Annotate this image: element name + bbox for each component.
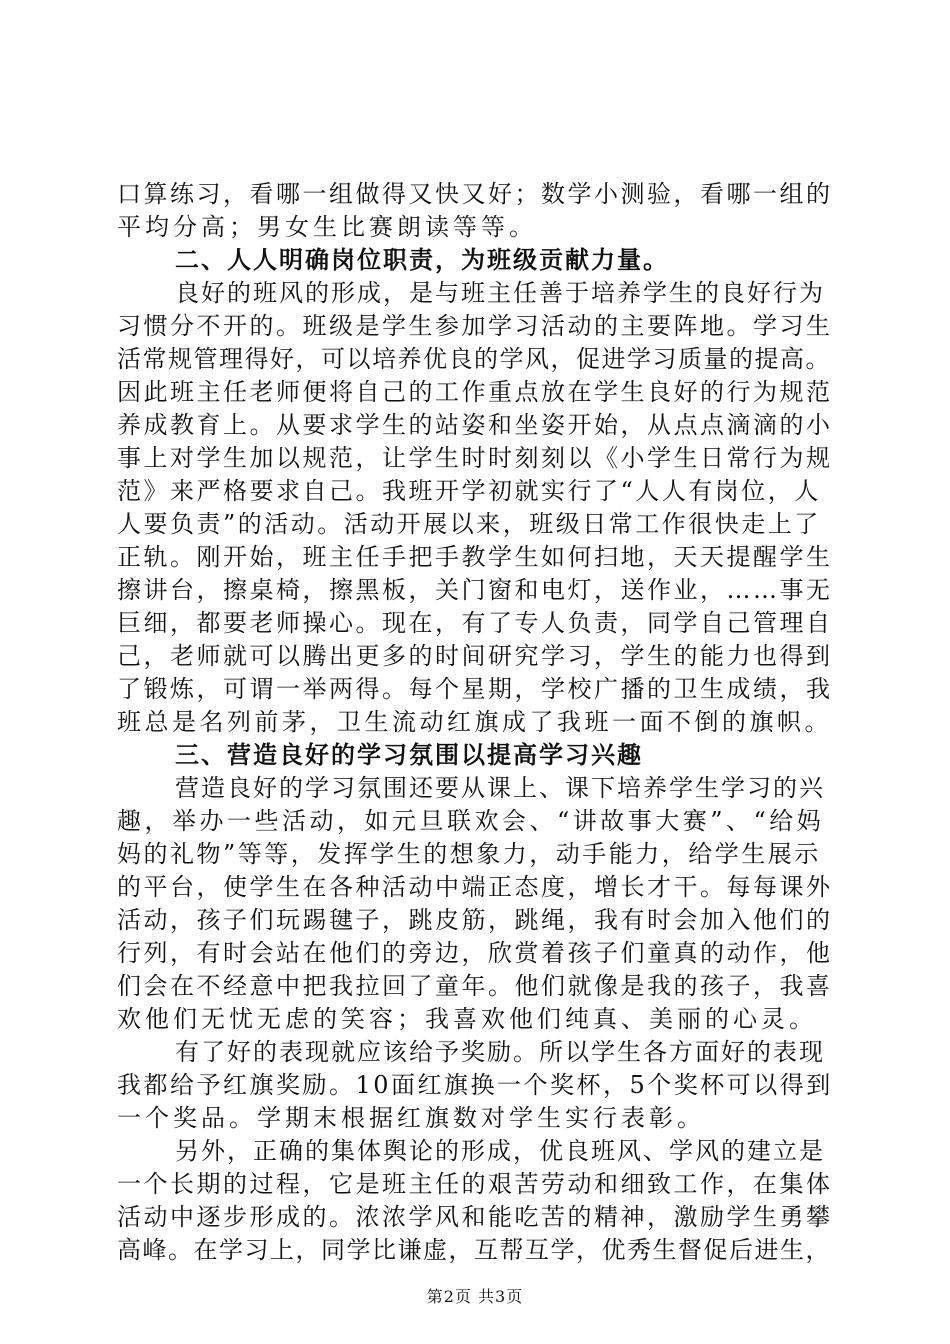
body-text-line: 因此班主任老师便将自己的工作重点放在学生良好的行为规范: [117, 378, 833, 406]
body-text-line: 另外，正确的集体舆论的形成，优良班风、学风的建立是: [175, 1137, 825, 1165]
body-text-line: 口算练习，看哪一组做得又快又好；数学小测验，看哪一组的: [117, 180, 833, 208]
page-number-footer: 第2页 共3页: [426, 1287, 524, 1306]
body-text-line: 活常规管理得好，可以培养优良的学风，促进学习质量的提高。: [117, 345, 831, 373]
body-text-line: 擦讲台，擦桌椅，擦黑板，关门窗和电灯，送作业，……事无: [117, 576, 833, 604]
body-text-line: 了锻炼，可谓一举两得。每个星期，学校广播的卫生成绩，我: [117, 675, 833, 703]
body-text-line: 一个长期的过程，它是班主任的艰苦劳动和细致工作，在集体: [117, 1170, 833, 1198]
body-text-line: 我都给予红旗奖励。10面红旗换一个奖杯，5个奖杯可以得到: [117, 1071, 833, 1099]
body-text-line: 良好的班风的形成，是与班主任善于培养学生的良好行为: [175, 279, 825, 307]
body-text-line: 正轨。刚开始，班主任手把手教学生如何扫地，天天提醒学生: [117, 543, 833, 571]
body-text-line: 一个奖品。学期末根据红旗数对学生实行表彰。: [117, 1104, 705, 1132]
body-text-line: 人要负责”的活动。活动开展以来，班级日常工作很快走上了: [117, 510, 821, 538]
section-heading-2: 二、人人明确岗位职责，为班级贡献力量。: [175, 245, 669, 274]
body-text-line: 班总是名列前茅，卫生流动红旗成了我班一面不倒的旗帜。: [117, 708, 832, 736]
body-text-line: 的平台，使学生在各种活动中端正态度，增长才干。每每课外: [117, 873, 833, 901]
body-text-line: 欢他们无忧无虑的笑容；我喜欢他们纯真、美丽的心灵。: [117, 1005, 817, 1033]
body-text-line: 营造良好的学习氛围还要从课上、课下培养学生学习的兴: [175, 774, 825, 802]
body-text-line: 习惯分不开的。班级是学生参加学习活动的主要阵地。学习生: [117, 312, 833, 340]
body-text-line: 行列，有时会站在他们的旁边，欣赏着孩子们童真的动作，他: [117, 939, 833, 967]
body-text-line: 趣，举办一些活动，如元旦联欢会、“讲故事大赛”、“给妈: [117, 807, 825, 835]
body-text-line: 高峰。在学习上，同学比谦虚，互帮互学，优秀生督促后进生，: [117, 1236, 831, 1264]
body-text-line: 活动中逐步形成的。浓浓学风和能吃苦的精神，激励学生勇攀: [117, 1203, 833, 1231]
body-text-line: 活动，孩子们玩踢毽子，跳皮筋，跳绳，我有时会加入他们的: [117, 906, 833, 934]
section-heading-3: 三、营造良好的学习氛围以提高学习兴趣: [175, 740, 643, 769]
body-text-line: 事上对学生加以规范，让学生时时刻刻以《小学生日常行为规: [117, 444, 833, 472]
body-text-line: 平均分高；男女生比赛朗读等等。: [117, 213, 537, 241]
body-text-line: 妈的礼物”等等，发挥学生的想象力，动手能力，给学生展示: [117, 840, 821, 868]
body-text-line: 己，老师就可以腾出更多的时间研究学习，学生的能力也得到: [117, 642, 833, 670]
body-text-line: 巨细，都要老师操心。现在，有了专人负责，同学自己管理自: [117, 609, 833, 637]
body-text-line: 们会在不经意中把我拉回了童年。他们就像是我的孩子，我喜: [117, 972, 833, 1000]
body-text-line: 养成教育上。从要求学生的站姿和坐姿开始，从点点滴滴的小: [117, 411, 833, 439]
body-text-line: 有了好的表现就应该给予奖励。所以学生各方面好的表现: [175, 1038, 825, 1066]
body-text-line: 范》来严格要求自己。我班开学初就实行了“人人有岗位，人: [117, 477, 821, 505]
